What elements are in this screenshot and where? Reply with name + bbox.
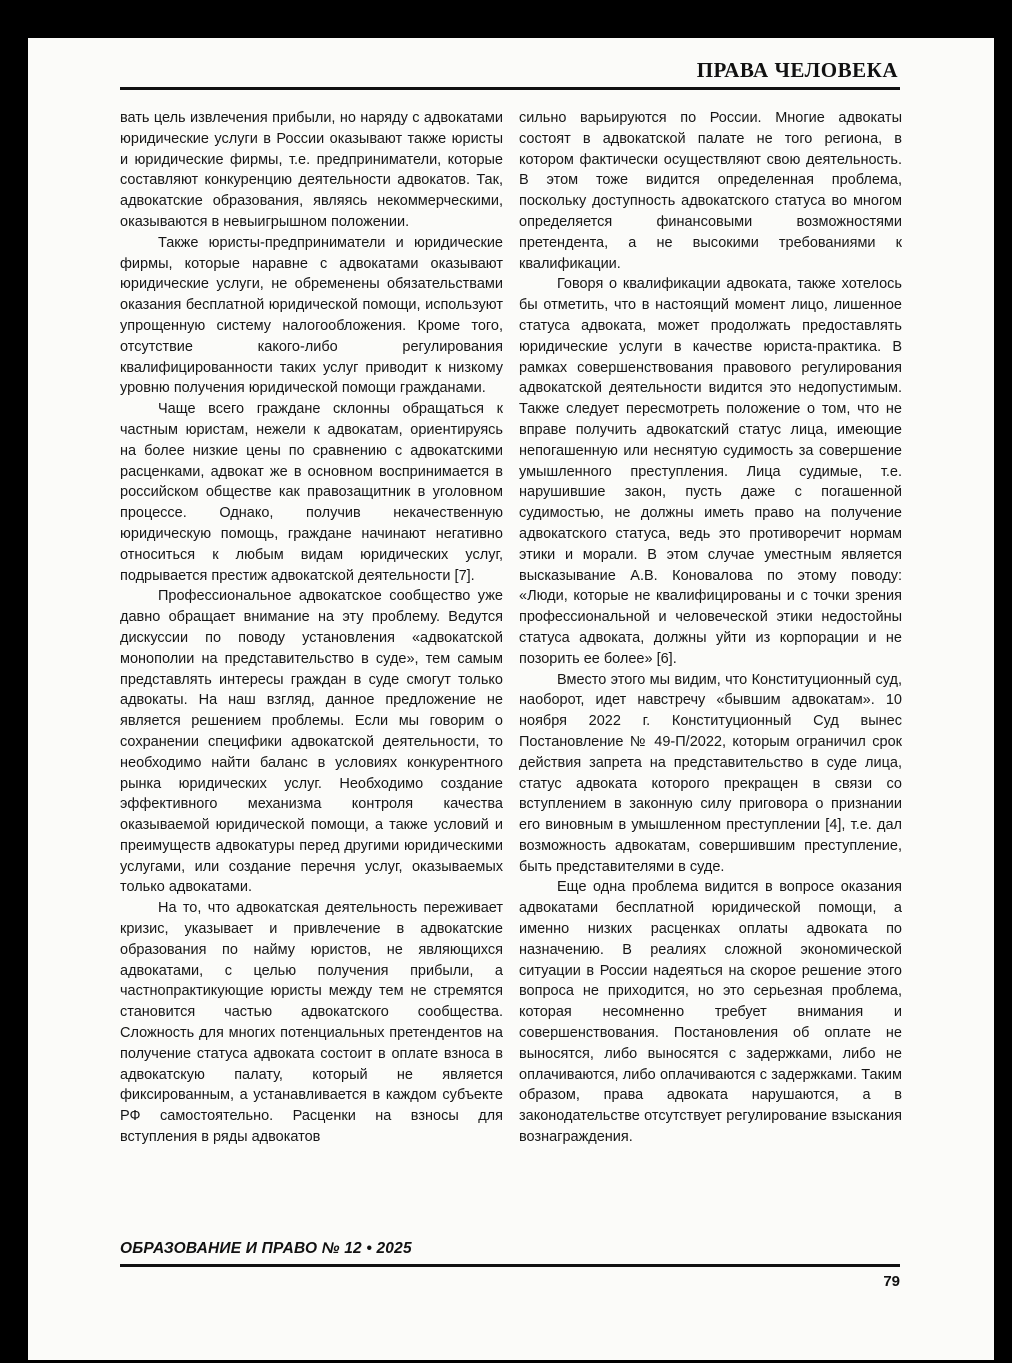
paragraph: Также юристы-предприниматели и юридические фирмы, которые наравне с адвокатами оказывают юридические услуги, не обременены обязательствами оказания бесплатной юридической помощи, используют упрощенную систему налогообложения. Кроме того, отсутствие какого-либо регулирования квалифицированности таких услуг приводит к низкому уровню получения юридической помощи гражданами. [120,234,503,397]
paragraph: сильно варьируются по России. Многие адвокаты состоят в адвокатской палате не того региона, в котором фактически осуществляют свою деятельность. В этом тоже видится определенная проблема, поскольку доступность адвокатского статуса во многом определяется финансовыми возможностями претендента, а не высокими требованиями к квалификации. [519,110,902,272]
paragraph: вать цель извлечения прибыли, но наряду с адвокатами юридические услуги в России оказывают также юристы и юридические фирмы, т.е. предприниматели, которые составляют конкуренцию деятельности адвокатов. Так, адвокатские образования, являясь некоммерческими, оказываются в невыигрышном положении. [120,110,503,230]
paragraph: Чаще всего граждане склонны обращаться к частным юристам, нежели к адвокатам, ориентируясь на более низкие цены по сравнению с адвокатскими расценками, адвокат же в основном воспринимается в российском обществе как правозащитник в уголовном процессе. Однако, получив некачественную юридическую помощь, граждане начинают негативно относиться к любым видам юридических услуг, подрывается престиж адвокатской деятельности [7]. [120,401,503,584]
header-rule [120,87,900,90]
paragraph: Вместо этого мы видим, что Конституционный суд, наоборот, идет навстречу «бывшим адвокатам». 10 ноября 2022 г. Конституционный Суд вынес Постановление № 49-П/2022, которым ограничил срок действия запрета на представительство в суде лица, статус адвоката которого прекращен в связи со вступлением в законную силу приговора о признании его виновным в умышленном преступлении [4], т.е. дал возможность адвокатам, совершившим преступление, быть представителями в суде. [519,671,902,875]
section-title: ПРАВА ЧЕЛОВЕКА [696,58,898,82]
journal-title: ОБРАЗОВАНИЕ И ПРАВО № 12 • 2025 [120,1240,412,1257]
left-column [120,108,503,1148]
journal-page [28,38,994,1360]
page-number: 79 [883,1273,900,1290]
paragraph: На то, что адвокатская деятельность переживает кризис, указывает и привлечение в адвокатские образования по найму юристов, не являющихся адвокатами, с целью получения прибыли, а частнопрактикующие юристы между тем не стремятся становится частью адвокатского сообщества. Сложность для многих потенциальных претендентов на получение статуса адвоката состоит в оплате взноса в адвокатскую палату, который не является фиксированным, а устанавливается в каждом субъекте РФ самостоятельно. Расценки на взносы для вступления в ряды адвокатов [120,900,503,1146]
paragraph: Профессиональное адвокатское сообщество уже давно обращает внимание на эту проблему. Ведутся дискуссии по поводу установления «адвокатской монополии на представительство в суде», тем самым представлять интересы граждан в суде смогут только адвокаты. На наш взгляд, данное предложение не является решением проблемы. Если мы говорим о сохранении специфики адвокатской деятельности, то необходимо найти баланс в условиях конкурентного рынка юридических услуг. Необходимо создание эффективного механизма контроля качества оказываемой юридической помощи, а также условий и преимуществ адвокатуры перед другими юридическими услугами, или создание перечня услуг, оказываемых только адвокатами. [120,588,503,896]
footer-rule [120,1264,900,1267]
right-column [519,108,902,1148]
paragraph: Говоря о квалификации адвоката, также хотелось бы отметить, что в настоящий момент лицо, лишенное статуса адвоката, может продолжать предоставлять юридические услуги в качестве юриста-практика. В рамках совершенствования правового регулирования адвокатской деятельности видится это недопустимым. Также следует пересмотреть положение о том, что не вправе получить адвокатский статус лица, имеющие непогашенную или неснятую судимость за совершение умышленного преступления. Лица судимые, т.е. нарушившие закон, пусть даже с погашенной судимостью, не должны иметь право на получение адвокатского статуса, ведь это противоречит нормам этики и морали. В этом случае уместным является высказывание А.В. Коновалова по этому поводу: «Люди, которые не квалифицированы и с точки зрения профессиональной и человеческой этики недостойны статуса адвоката, должны уйти из корпорации и не позорить ее более» [6]. [519,276,902,667]
paragraph: Еще одна проблема видится в вопросе оказания адвокатами бесплатной юридической помощи, а именно низких расценках оплаты адвоката по назначению. В реалиях сложной экономической ситуации в России надеяться на скорое решение этого вопроса не приходится, но это серьезная проблема, которая несомненно требует внимания и совершенствования. Постановления об оплате не выносятся, либо выносятся с задержками, либо не оплачиваются, либо оплачиваются с задержками. Таким образом, права адвоката нарушаются, а в законодательстве отсутствует регулирование взыскания вознаграждения. [519,879,902,1146]
